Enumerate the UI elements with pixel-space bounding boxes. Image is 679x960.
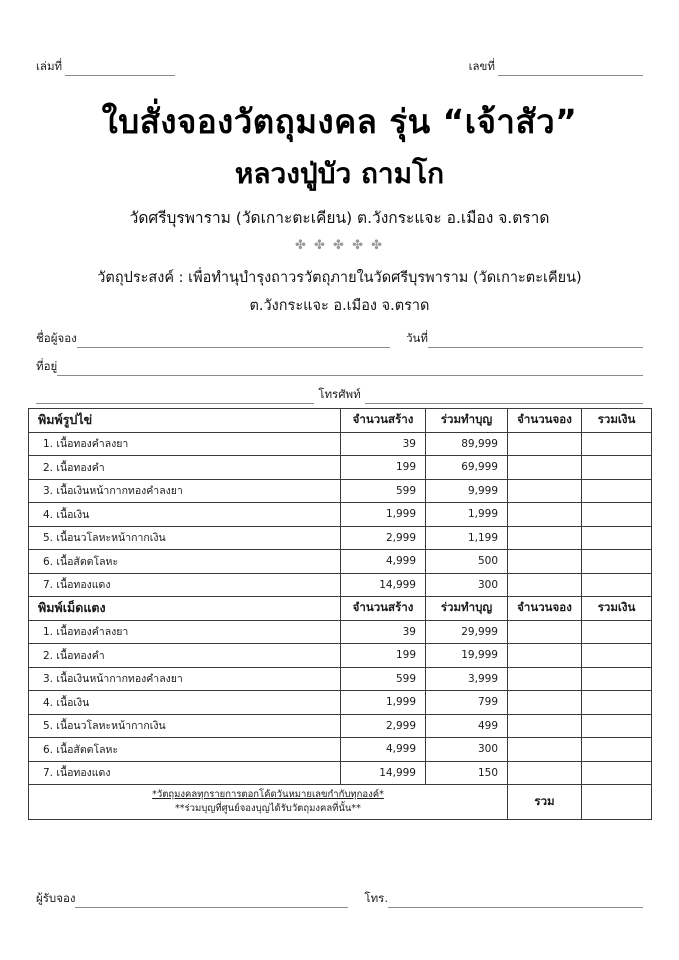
item-total-input[interactable] [582,526,652,550]
item-name: 7. เนื้อทองแดง [29,573,341,597]
volume-input-line[interactable] [65,64,175,76]
table-row [29,456,652,480]
column-header-qty: จำนวนจอง [508,597,582,621]
item-donate: 300 [426,573,508,597]
purpose-line-2: ต.วังกระแจะ อ.เมือง จ.ตราด [249,298,430,314]
item-made: 4,999 [341,738,426,762]
item-qty-input[interactable] [508,714,582,738]
volume-field[interactable] [36,58,175,76]
date-input-line[interactable] [428,336,643,348]
item-total-input[interactable] [582,479,652,503]
item-total-input[interactable] [582,714,652,738]
table-row [29,503,652,527]
item-total-input[interactable] [582,691,652,715]
table-row [29,550,652,574]
phone-label: โทรศัพท์ [318,387,361,401]
item-donate: 150 [426,761,508,785]
page-subtitle: หลวงปู่บัว ถามโก [234,157,445,190]
name-input-line[interactable] [77,336,390,348]
table-row [29,432,652,456]
item-name: 5. เนื้อนวโลหะหน้ากากเงิน [29,714,341,738]
item-total-input[interactable] [582,456,652,480]
item-total-input[interactable] [582,738,652,762]
table-section-header [29,597,652,621]
item-name: 4. เนื้อเงิน [29,503,341,527]
item-donate: 1,999 [426,503,508,527]
item-made: 14,999 [341,573,426,597]
temple-address-line: วัดศรีบุรพาราม (วัดเกาะตะเคียน) ต.วังกระแจะ อ.เมือง จ.ตราด [129,209,550,227]
table-note-line-1: *วัตถุมงคลทุกรายการตอกโค้ดวันหมายเลขกำกับทุกองค์* [152,789,384,800]
item-made: 2,999 [341,526,426,550]
receiver-tel-input-line[interactable] [388,896,643,908]
item-made: 39 [341,432,426,456]
phone-input-line-left[interactable] [36,392,314,404]
item-name: 3. เนื้อเงินหน้ากากทองคำลงยา [29,479,341,503]
table-section-header [29,409,652,433]
item-made: 199 [341,456,426,480]
item-total-input[interactable] [582,644,652,668]
receiver-tel-label: โทร. [364,891,388,905]
receiver-label: ผู้รับจอง [36,891,76,905]
table-note [29,785,508,820]
top-reference-row [36,58,643,76]
item-total-input[interactable] [582,550,652,574]
column-header-total: รวมเงิน [582,597,652,621]
table-row [29,479,652,503]
item-total-input[interactable] [582,620,652,644]
item-name: 1. เนื้อทองคำลงยา [29,620,341,644]
item-name: 1. เนื้อทองคำลงยา [29,432,341,456]
item-name: 7. เนื้อทองแดง [29,761,341,785]
table-row [29,761,652,785]
item-donate: 19,999 [426,644,508,668]
item-donate: 499 [426,714,508,738]
column-header-qty: จำนวนจอง [508,409,582,433]
number-field[interactable] [469,58,643,76]
table-row [29,667,652,691]
purpose-line-1: วัตถุประสงค์ : เพื่อทำนุบำรุงถาวรวัตถุภายในวัดศรีบุรพาราม (วัดเกาะตะเคียน) [97,270,582,286]
item-made: 14,999 [341,761,426,785]
item-donate: 29,999 [426,620,508,644]
phone-input-line-right[interactable] [365,392,643,404]
item-name: 5. เนื้อนวโลหะหน้ากากเงิน [29,526,341,550]
item-donate: 3,999 [426,667,508,691]
item-name: 3. เนื้อเงินหน้ากากทองคำลงยา [29,667,341,691]
item-name: 2. เนื้อทองคำ [29,456,341,480]
address-input-line[interactable] [57,364,643,376]
item-donate: 799 [426,691,508,715]
signature-row [36,890,643,908]
item-made: 199 [341,644,426,668]
item-name: 6. เนื้อสัตตโลหะ [29,550,341,574]
item-total-input[interactable] [582,667,652,691]
ornament-divider: ✤ ✤ ✤ ✤ ✤ [295,238,384,253]
item-qty-input[interactable] [508,503,582,527]
address-row [36,358,643,376]
sum-total-input[interactable] [582,785,652,820]
name-date-row [36,330,643,348]
item-donate: 69,999 [426,456,508,480]
page-title: ใบสั่งจองวัตถุมงคล รุ่น “เจ้าสัว” [101,102,578,141]
table-row [29,526,652,550]
item-donate: 500 [426,550,508,574]
section-title: พิมพ์เม็ดแตง [29,597,341,621]
volume-label: เล่มที่ [36,59,63,73]
item-total-input[interactable] [582,503,652,527]
table-row [29,714,652,738]
column-header-made: จำนวนสร้าง [341,597,426,621]
item-qty-input[interactable] [508,456,582,480]
receiver-input-line[interactable] [75,896,348,908]
number-input-line[interactable] [498,64,643,76]
table-row [29,691,652,715]
item-qty-input[interactable] [508,761,582,785]
item-name: 6. เนื้อสัตตโลหะ [29,738,341,762]
order-table [28,408,652,820]
phone-row [36,386,643,404]
item-qty-input[interactable] [508,432,582,456]
number-label: เลขที่ [468,59,495,73]
date-label: วันที่ [406,331,428,345]
item-qty-input[interactable] [508,738,582,762]
column-header-total: รวมเงิน [582,409,652,433]
item-qty-input[interactable] [508,573,582,597]
column-header-donate: ร่วมทำบุญ [426,409,508,433]
item-qty-input[interactable] [508,550,582,574]
item-made: 1,999 [341,503,426,527]
address-label: ที่อยู่ [36,359,58,373]
sum-label: รวม [508,785,582,820]
table-note-line-2: **ร่วมบุญที่ศูนย์จองบุญได้รับวัตถุมงคลที่นั้น** [175,802,361,814]
item-donate: 300 [426,738,508,762]
table-footer-row [29,785,652,820]
table-row [29,573,652,597]
section-title: พิมพ์รูปไข่ [29,409,341,433]
item-made: 599 [341,479,426,503]
item-total-input[interactable] [582,761,652,785]
name-label: ชื่อผู้จอง [36,331,77,345]
column-header-donate: ร่วมทำบุญ [426,597,508,621]
item-donate: 9,999 [426,479,508,503]
item-name: 2. เนื้อทองคำ [29,644,341,668]
item-made: 2,999 [341,714,426,738]
item-made: 39 [341,620,426,644]
table-row [29,738,652,762]
item-made: 1,999 [341,691,426,715]
item-donate: 89,999 [426,432,508,456]
item-donate: 1,199 [426,526,508,550]
table-row [29,620,652,644]
item-made: 599 [341,667,426,691]
item-qty-input[interactable] [508,691,582,715]
order-table-body [29,409,652,820]
column-header-made: จำนวนสร้าง [341,409,426,433]
item-qty-input[interactable] [508,644,582,668]
table-row [29,644,652,668]
item-total-input[interactable] [582,432,652,456]
item-total-input[interactable] [582,573,652,597]
item-made: 4,999 [341,550,426,574]
item-name: 4. เนื้อเงิน [29,691,341,715]
item-qty-input[interactable] [508,620,582,644]
item-qty-input[interactable] [508,479,582,503]
item-qty-input[interactable] [508,526,582,550]
item-qty-input[interactable] [508,667,582,691]
